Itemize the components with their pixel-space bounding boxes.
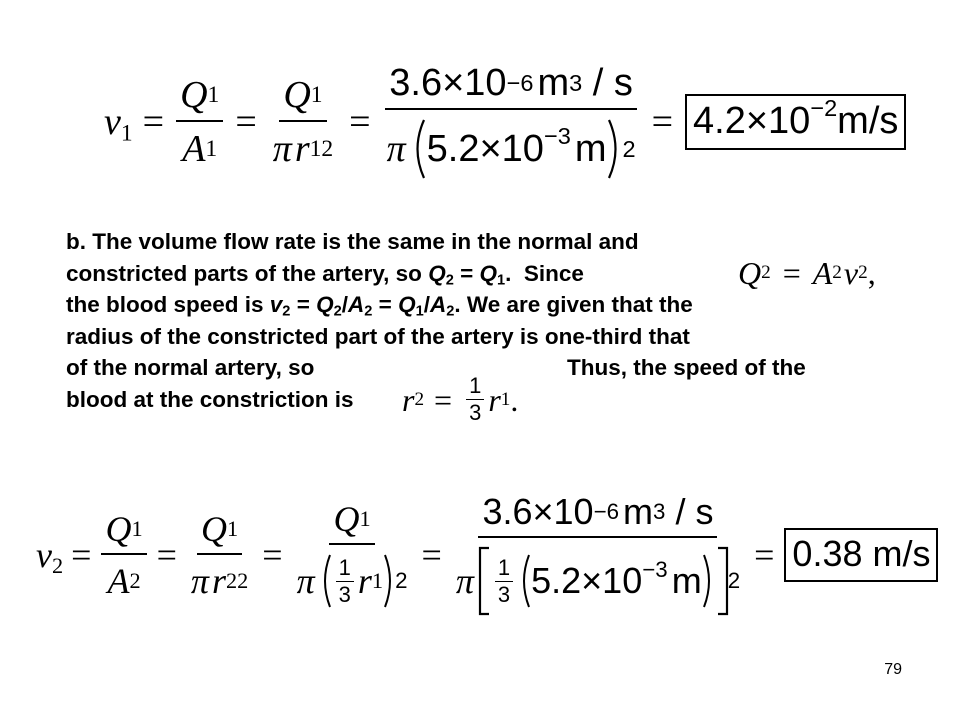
v-sub: 2 xyxy=(282,303,291,320)
text-run: / xyxy=(423,292,430,317)
mantissa: 3.6×10 xyxy=(482,491,594,532)
fraction-denominator: π r 2 2 xyxy=(190,561,249,601)
paragraph-line-4: radius of the constricted part of the artery is one-third that xyxy=(66,323,690,349)
pi-symbol: π xyxy=(296,561,315,601)
unit: m xyxy=(537,62,570,104)
fraction-q1-over-a2 xyxy=(101,509,146,601)
comma: , xyxy=(867,255,876,291)
page-number: 79 xyxy=(884,661,902,678)
result-exponent: −2 xyxy=(810,95,838,122)
equals-sign: = xyxy=(262,535,283,575)
fraction-one-third xyxy=(466,375,484,424)
text-run: = xyxy=(290,292,317,317)
fraction-denominator xyxy=(383,110,640,182)
equals-sign: = xyxy=(349,101,371,143)
equals-sign: = xyxy=(651,101,674,143)
unit-rest: / s xyxy=(665,491,714,532)
q-symbol: Q xyxy=(398,292,416,317)
equals-sign: = xyxy=(71,535,92,575)
fraction-numeric xyxy=(383,62,640,182)
a-symbol: A xyxy=(182,128,206,170)
fraction-denominator: 3 xyxy=(469,400,482,425)
q-symbol: Q xyxy=(180,74,208,116)
q-sub: 2 xyxy=(445,272,454,289)
fraction-numerator: Q 1 xyxy=(197,509,242,555)
text-run: = xyxy=(453,260,480,286)
a-sub: 2 xyxy=(364,303,373,320)
fraction-numerator: Q 1 xyxy=(329,499,374,545)
parenthesized-group: $\frac{1}{3}$ r 1 2 xyxy=(318,553,408,609)
paragraph-line-3 xyxy=(66,289,936,321)
v2-symbol xyxy=(36,535,64,579)
q-sub: 2 xyxy=(333,303,342,320)
fraction-q1-over-pi-r1-squared xyxy=(269,74,337,170)
pi-symbol: π xyxy=(455,561,474,601)
fraction-denominator: 3 xyxy=(338,581,351,607)
result-mantissa: 4.2×10 xyxy=(693,100,811,142)
pi-symbol: π xyxy=(386,128,406,170)
unit-rest: / s xyxy=(582,62,633,104)
a-symbol: A xyxy=(348,292,365,317)
fraction-numerator: Q 1 xyxy=(101,509,146,555)
a-symbol: A xyxy=(429,292,447,317)
mantissa: 5.2×10 xyxy=(531,560,643,601)
r-symbol: r xyxy=(294,128,310,170)
exponent: −3 xyxy=(642,556,668,582)
equals-sign: = xyxy=(156,535,177,575)
fraction-denominator xyxy=(293,545,412,611)
exponent: −3 xyxy=(543,123,571,150)
result-box xyxy=(685,94,906,150)
fraction-denominator xyxy=(452,538,744,618)
q-sub: 1 xyxy=(497,272,506,289)
fraction-numerator: 3.6×10 −6 m 3 / s xyxy=(385,62,637,110)
mantissa: 3.6×10 xyxy=(389,62,507,104)
q-symbol: Q xyxy=(479,260,498,286)
period: . xyxy=(510,381,519,418)
fraction-denominator: π r 1 2 xyxy=(272,128,334,170)
q-symbol: Q xyxy=(105,509,132,549)
pi-symbol: π xyxy=(190,561,209,601)
equals-sign: = xyxy=(434,381,453,418)
q-sub: 1 xyxy=(415,303,424,320)
right-paren-icon xyxy=(702,553,716,609)
text-run: constricted parts of the artery, so xyxy=(66,260,429,286)
v1-symbol xyxy=(104,101,133,147)
v-symbol: v xyxy=(843,255,859,291)
parenthesized-group: $5.2\times 10^{-3}$ m 2 xyxy=(409,118,636,180)
text-run: / xyxy=(341,292,349,317)
r-symbol: r xyxy=(211,561,226,601)
v2-var: v xyxy=(36,535,52,575)
text-run: Thus, the speed of the xyxy=(567,355,806,380)
parenthesized-content xyxy=(426,123,607,170)
q-symbol: Q xyxy=(283,74,311,116)
unit: m xyxy=(574,128,607,170)
fraction-one-third xyxy=(495,554,513,607)
result-box: 0.38 m/s xyxy=(784,528,938,582)
v1-var: v xyxy=(104,101,121,143)
a-symbol: A xyxy=(812,255,833,291)
fraction-q1-over-pi-third-r1-squared xyxy=(293,499,412,611)
text-run: of the normal artery, so xyxy=(66,355,315,380)
r-symbol: r xyxy=(357,561,372,601)
a-sub: 2 xyxy=(446,303,455,320)
a-symbol: A xyxy=(107,561,130,601)
fraction-q1-over-a1 xyxy=(176,74,223,170)
fraction-numerator: 1 xyxy=(495,557,513,582)
text-run: . We are given that the xyxy=(454,292,693,317)
bracketed-group: $\frac{1}{3}$ $5.2\times 10^{-3}$ m 2 xyxy=(477,546,740,616)
fraction-numerator: Q 1 xyxy=(279,74,326,122)
text-run: = xyxy=(372,292,399,317)
equals-sign: = xyxy=(421,535,442,575)
text-run: the blood speed is xyxy=(66,292,270,317)
fraction-numerator: 1 xyxy=(466,375,484,400)
v2-sub: 2 xyxy=(51,553,64,579)
equation-v1 xyxy=(104,62,906,182)
fraction-one-third xyxy=(336,554,354,607)
inline-equation-flow-rate: Q 2 = A 2 v 2 , xyxy=(738,255,876,291)
inline-equation-radius: r 2 = $\frac{1}{3}$ r 1 . xyxy=(402,373,519,425)
equals-sign: = xyxy=(754,535,775,575)
unit: m xyxy=(671,560,702,601)
q-symbol: Q xyxy=(201,509,228,549)
paragraph-line-6: blood at the constriction is xyxy=(66,386,354,412)
unit: m xyxy=(623,491,654,532)
fraction-q1-over-pi-r2-squared xyxy=(187,509,252,601)
left-bracket-icon xyxy=(477,546,491,616)
left-paren-icon xyxy=(517,553,531,609)
q-symbol: Q xyxy=(333,499,360,539)
q-symbol: Q xyxy=(428,260,446,286)
r-symbol: r xyxy=(488,381,501,418)
fraction-numeric xyxy=(452,492,744,618)
r-symbol: r xyxy=(402,381,415,418)
result-unit: m/s xyxy=(837,100,899,142)
text-run: . Since xyxy=(505,260,584,286)
paragraph-line-1: b. The volume flow rate is the same in the normal and xyxy=(66,229,639,254)
equation-v2 xyxy=(36,492,938,618)
q-symbol: Q xyxy=(316,292,334,317)
fraction-denominator: 3 xyxy=(497,581,511,607)
left-paren-icon xyxy=(318,553,332,609)
mantissa: 5.2×10 xyxy=(426,128,544,170)
q-symbol: Q xyxy=(738,255,762,291)
pi-symbol: π xyxy=(272,128,292,170)
fraction-denominator: A 1 xyxy=(182,128,218,170)
equals-sign: = xyxy=(782,255,801,291)
equals-sign: = xyxy=(142,101,165,143)
v1-sub: 1 xyxy=(120,120,133,147)
fraction-numerator: Q 1 xyxy=(176,74,223,122)
left-paren-icon xyxy=(409,118,427,180)
equals-sign: = xyxy=(235,101,257,143)
fraction-numerator: 1 xyxy=(336,557,354,582)
fraction-denominator: A 2 xyxy=(107,561,141,601)
v-symbol: v xyxy=(269,292,283,317)
fraction-numerator: 3.6×10 −6 m 3 / s xyxy=(478,492,717,538)
